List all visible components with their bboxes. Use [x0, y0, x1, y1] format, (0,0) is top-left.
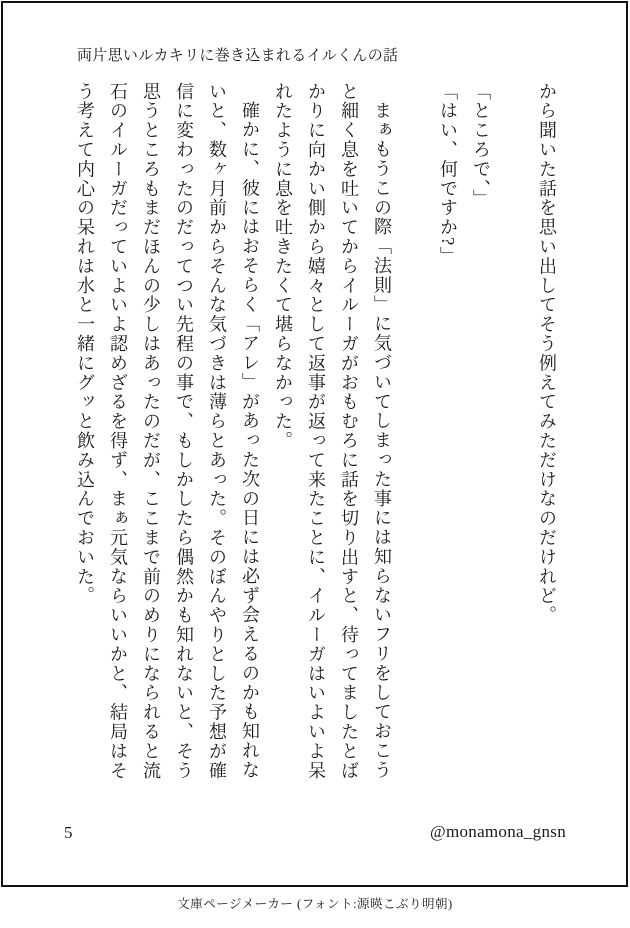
- author-handle: @monamona_gnsn: [429, 822, 566, 841]
- text-line: 石のイルーガだっていよいよ認めざるを得ず、まぁ元気ならいいかと、結局はそ: [108, 82, 128, 781]
- text-line: いと、数ヶ月前からそんな気づきは薄らとあった。そのぼんやりとした予想が確: [207, 82, 227, 781]
- page-title: 両片思いルカキリに巻き込まれるイルくんの話: [77, 48, 399, 64]
- blank-line: [398, 82, 431, 792]
- footer-credit: 文庫ページメーカー (フォント:源暎こぶり明朝): [177, 897, 453, 911]
- body-text-block: [68, 82, 563, 792]
- text-line: う考えて内心の呆れは水と一緒にグッと飲み込んでおいた。: [75, 82, 95, 606]
- text-line: と細く息を吐いてからイルーガがおもむろに話を切り出すと、待ってましたとば: [339, 82, 359, 781]
- text-line: 「ところで、」: [471, 82, 491, 209]
- blank-line: [497, 82, 530, 792]
- book-page: [1, 1, 628, 887]
- text-line: 信に変わったのだってつい先程の事で、もしかしたら偶然かも知れないと、そう: [174, 82, 194, 781]
- text-line: 確かに、彼にはおそらく「アレ」があった次の日には必ず会えるのかも知れな: [240, 101, 260, 780]
- text-line: れたように息を吐きたくて堪らなかった。: [273, 82, 293, 451]
- text-line: 「はい、何ですか?」: [438, 82, 458, 266]
- text-line: かりに向かい側から嬉々として返事が返って来たことに、イルーガはいよいよ呆: [306, 82, 326, 781]
- text-line: 思うところもまだほんの少しはあったのだが、ここまで前のめりになられると流: [141, 82, 161, 781]
- page-number: 5: [64, 823, 73, 842]
- text-line: まぁもうこの際「法則」に気づいてしまった事には知らないフリをしておこう: [372, 101, 392, 780]
- text-line: から聞いた話を思い出してそう例えてみただけなのだけれど。: [537, 82, 557, 626]
